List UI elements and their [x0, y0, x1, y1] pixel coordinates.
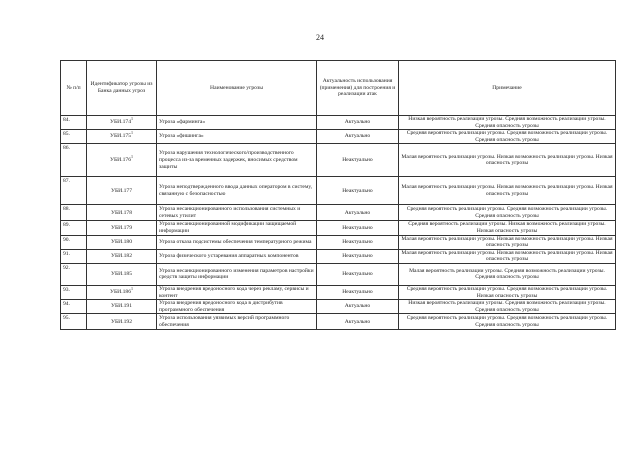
threat-actuality: Неактуально	[317, 263, 399, 285]
header-id: Идентификатор угрозы из Банка данных угроз	[87, 61, 157, 116]
threat-name: Угроза «фарминга»	[157, 116, 317, 130]
threat-name: Угроза несанкционированного использования системных и сетевых утилит	[157, 205, 317, 221]
threat-note: Низкая вероятность реализации угрозы. Средняя возможность реализации угрозы. Средняя опасность угрозы	[399, 300, 616, 314]
threat-actuality: Неактуально	[317, 177, 399, 205]
threat-actuality: Актуально	[317, 205, 399, 221]
row-number: 91.	[61, 249, 87, 263]
threat-note: Малая вероятность реализации угрозы. Низкая возможность реализации угрозы. Низкая опасность угрозы	[399, 235, 616, 249]
threat-id	[87, 285, 157, 299]
threat-actuality: Актуально	[317, 116, 399, 130]
threat-id	[87, 221, 157, 235]
row-number: 94.	[61, 300, 87, 314]
threat-id	[87, 130, 157, 144]
row-number: 93.	[61, 285, 87, 299]
threat-id	[87, 205, 157, 221]
threat-note: Средняя вероятность реализации угрозы. Средняя возможность реализации угрозы. Средняя опасность угрозы	[399, 130, 616, 144]
threat-note: Средняя вероятность реализации угрозы. Средняя возможность реализации угрозы. Средняя опасность угрозы	[399, 314, 616, 330]
threat-name: Угроза внедрения вредоносного кода в дистрибутив программного обеспечения	[157, 300, 317, 314]
threat-actuality: Актуально	[317, 314, 399, 330]
threat-name: Угроза внедрения вредоносного кода через рекламу, сервисы и контент	[157, 285, 317, 299]
row-number: 84.	[61, 116, 87, 130]
threat-actuality: Неактуально	[317, 144, 399, 177]
table-header-row	[61, 61, 616, 116]
threat-note: Средняя вероятность реализации угрозы. Средняя возможность реализации угрозы. Низкая опасность угрозы	[399, 285, 616, 299]
threat-id-text: УБИ.174	[109, 119, 131, 126]
row-number: 95.	[61, 314, 87, 330]
threat-id-footnote: 1	[131, 116, 133, 122]
table-row	[61, 116, 616, 130]
threat-id	[87, 235, 157, 249]
row-number: 85.	[61, 130, 87, 144]
table-row	[61, 285, 616, 299]
threat-id-text: УБИ.178	[110, 209, 132, 216]
threat-id	[87, 116, 157, 130]
threat-name: Угроза нарушения технологического/производственного процесса из-за временных задержек, вносимых средством защиты	[157, 144, 317, 177]
threat-name: Угроза физического устаревания аппаратных компонентов	[157, 249, 317, 263]
threat-id-text: УБИ.179	[110, 224, 132, 231]
table-row	[61, 300, 616, 314]
threat-id-text: УБИ.182	[110, 253, 132, 260]
threat-id	[87, 144, 157, 177]
threat-name: Угроза несанкционированного изменения параметров настройки средств защиты информации	[157, 263, 317, 285]
threat-actuality: Неактуально	[317, 221, 399, 235]
header-name: Наименование угрозы	[157, 61, 317, 116]
header-note: Примечание	[399, 61, 616, 116]
threat-actuality: Актуально	[317, 300, 399, 314]
threat-name: Угроза неподтвержденного ввода данных оператором в систему, связанную с безопасностью	[157, 177, 317, 205]
threat-actuality: Неактуально	[317, 235, 399, 249]
threat-id-text: УБИ.192	[110, 318, 132, 325]
threat-id	[87, 314, 157, 330]
page-number: 24	[316, 33, 324, 42]
threat-id	[87, 249, 157, 263]
threat-note: Средняя вероятность реализации угрозы. Средняя возможность реализации угрозы. Средняя опасность угрозы	[399, 205, 616, 221]
row-number: 92.	[61, 263, 87, 285]
table-row	[61, 314, 616, 330]
row-number: 88.	[61, 205, 87, 221]
threat-id-text: УБИ.191	[110, 303, 132, 310]
threat-note: Средняя вероятность реализации угрозы. Низкая возможность реализации угрозы. Низкая опасность угрозы	[399, 221, 616, 235]
row-number: 87.	[61, 177, 87, 205]
table-row	[61, 177, 616, 205]
header-num: № п/п	[61, 61, 87, 116]
threat-id-text: УБИ.180	[110, 238, 132, 245]
table-row	[61, 249, 616, 263]
threats-table	[60, 60, 616, 330]
threat-id	[87, 177, 157, 205]
threat-id-text: УБИ.185	[110, 271, 132, 278]
threat-note: Малая вероятность реализации угрозы. Низкая возможность реализации угрозы. Низкая опасность угрозы	[399, 249, 616, 263]
threat-name: Угроза несанкционированной модификации защищаемой информации	[157, 221, 317, 235]
header-actual: Актуальность использования (применения) для построения и реализации атак	[317, 61, 399, 116]
table-row	[61, 144, 616, 177]
threat-id-footnote: 1	[131, 154, 133, 160]
table-row	[61, 205, 616, 221]
threat-note: Малая вероятность реализации угрозы. Средняя возможность реализации угрозы. Средняя опасность угрозы	[399, 263, 616, 285]
threat-id-text: УБИ.177	[110, 187, 132, 194]
threat-id-footnote: 1	[131, 286, 133, 292]
row-number: 89.	[61, 221, 87, 235]
table-row	[61, 221, 616, 235]
threat-id-footnote: 1	[131, 130, 133, 136]
table-row	[61, 263, 616, 285]
threat-name: Угроза использования уязвимых версий программного обеспечения	[157, 314, 317, 330]
threat-name: Угроза «фишинга»	[157, 130, 317, 144]
threat-actuality: Неактуально	[317, 285, 399, 299]
threat-actuality: Актуально	[317, 130, 399, 144]
threat-note: Малая вероятность реализации угрозы. Низкая возможность реализации угрозы. Низкая опасность угрозы	[399, 144, 616, 177]
row-number: 86.	[61, 144, 87, 177]
table-row	[61, 130, 616, 144]
threat-id	[87, 263, 157, 285]
threat-id	[87, 300, 157, 314]
row-number: 90.	[61, 235, 87, 249]
threat-id-text: УБИ.186	[109, 289, 131, 296]
table-row	[61, 235, 616, 249]
threat-note: Малая вероятность реализации угрозы. Низкая возможность реализации угрозы. Низкая опасность угрозы	[399, 177, 616, 205]
threat-note: Низкая вероятность реализации угрозы. Средняя возможность реализации угрозы. Средняя опасность угрозы	[399, 116, 616, 130]
threat-actuality: Неактуально	[317, 249, 399, 263]
threat-name: Угроза отказа подсистемы обеспечения температурного режима	[157, 235, 317, 249]
threat-id-text: УБИ.175	[109, 133, 131, 140]
threat-id-text: УБИ.176	[109, 157, 131, 164]
